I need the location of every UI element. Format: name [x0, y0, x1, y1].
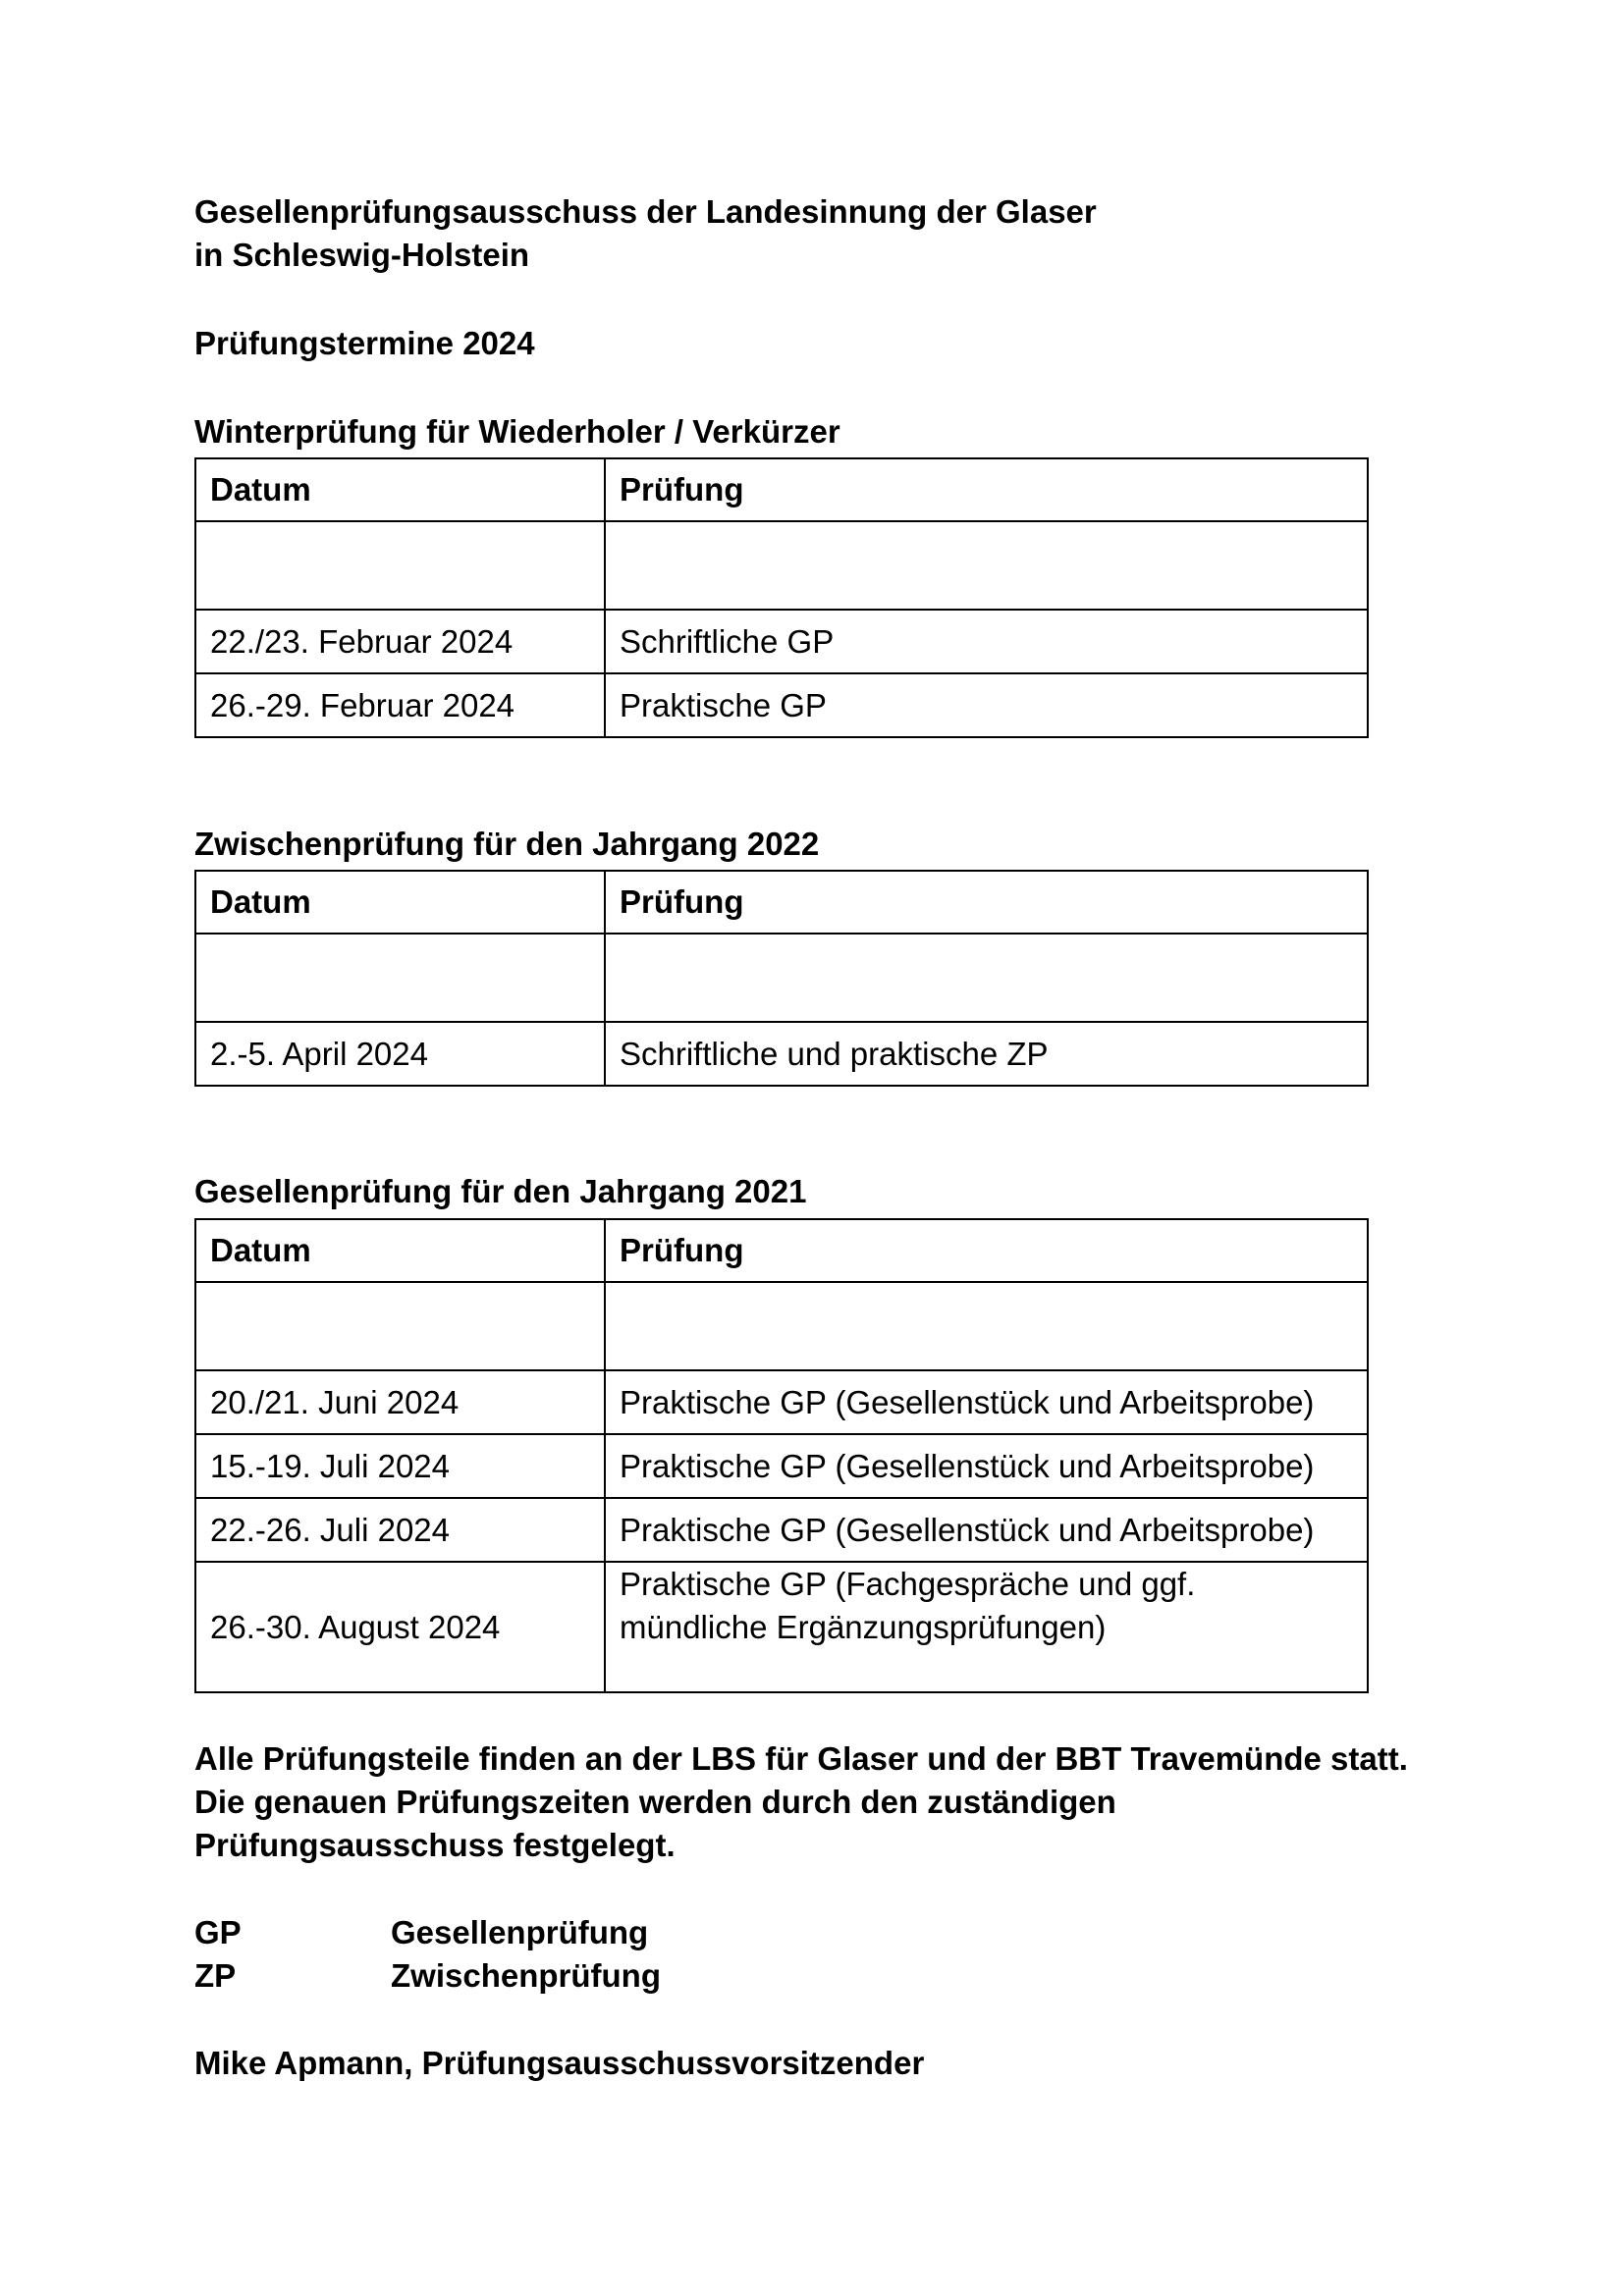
- document-title-line-2: in Schleswig-Holstein: [194, 237, 530, 273]
- document-subtitle: Prüfungstermine 2024: [194, 325, 535, 361]
- exam-cell: Praktische GP (Gesellenstück und Arbeitsprobe): [605, 1498, 1368, 1562]
- table-row: [195, 1498, 1368, 1562]
- table-row: [195, 610, 1368, 673]
- column-header-exam: Prüfung: [605, 458, 1368, 521]
- table-row: [195, 934, 1368, 1022]
- date-cell: 15.-19. Juli 2024: [195, 1434, 605, 1498]
- exam-cell: [605, 521, 1368, 610]
- exam-cell: [605, 1282, 1368, 1370]
- schedule-table-winter: [194, 457, 1369, 738]
- exam-cell-line-1: Praktische GP (Fachgespräche und ggf.: [620, 1566, 1196, 1602]
- exam-cell: [605, 934, 1368, 1022]
- table-row: [195, 1562, 1368, 1692]
- section-title-final: Gesellenprüfung für den Jahrgang 2021: [194, 1173, 807, 1209]
- exam-cell: [605, 1562, 1368, 1692]
- exam-cell-line-2: mündliche Ergänzungsprüfungen): [620, 1609, 1107, 1645]
- abbreviation-key: ZP: [194, 1957, 237, 1994]
- table-header-row: [195, 871, 1368, 934]
- abbreviation-zp: [194, 1954, 661, 1998]
- date-cell: [195, 1282, 605, 1370]
- date-cell: [195, 521, 605, 610]
- note-line-1: Alle Prüfungsteile finden an der LBS für Glaser und der BBT Travemünde statt.: [194, 1740, 1408, 1777]
- exam-cell: Schriftliche und praktische ZP: [605, 1022, 1368, 1086]
- document-title-line-1: Gesellenprüfungsausschuss der Landesinnung der Glaser: [194, 193, 1097, 230]
- exam-cell: Praktische GP (Gesellenstück und Arbeitsprobe): [605, 1370, 1368, 1434]
- column-header-exam: Prüfung: [605, 1219, 1368, 1282]
- column-header-date: Datum: [195, 1219, 605, 1282]
- date-cell: 26.-29. Februar 2024: [195, 673, 605, 737]
- column-header-exam: Prüfung: [605, 871, 1368, 934]
- section-title-interim: Zwischenprüfung für den Jahrgang 2022: [194, 826, 820, 862]
- table-header-row: [195, 1219, 1368, 1282]
- date-cell: 22./23. Februar 2024: [195, 610, 605, 673]
- column-header-date: Datum: [195, 458, 605, 521]
- table-row: [195, 1370, 1368, 1434]
- date-cell: [195, 934, 605, 1022]
- table-row: [195, 1022, 1368, 1086]
- table-row: [195, 1434, 1368, 1498]
- signature-line: Mike Apmann, Prüfungsausschussvorsitzender: [194, 2045, 925, 2081]
- schedule-table-final: [194, 1218, 1369, 1693]
- note-line-3: Prüfungsausschuss festgelegt.: [194, 1827, 676, 1863]
- section-title-winter: Winterprüfung für Wiederholer / Verkürzer: [194, 413, 840, 450]
- exam-cell: Schriftliche GP: [605, 610, 1368, 673]
- exam-cell: Praktische GP: [605, 673, 1368, 737]
- note-line-2: Die genauen Prüfungszeiten werden durch den zuständigen: [194, 1784, 1116, 1820]
- date-cell: 2.-5. April 2024: [195, 1022, 605, 1086]
- exam-cell: Praktische GP (Gesellenstück und Arbeitsprobe): [605, 1434, 1368, 1498]
- abbreviation-gp: [194, 1911, 648, 1954]
- table-row: [195, 1282, 1368, 1370]
- date-cell: 20./21. Juni 2024: [195, 1370, 605, 1434]
- abbreviation-value: Gesellenprüfung: [391, 1914, 649, 1950]
- table-header-row: [195, 458, 1368, 521]
- table-row: [195, 673, 1368, 737]
- column-header-date: Datum: [195, 871, 605, 934]
- table-row: [195, 521, 1368, 610]
- abbreviation-value: Zwischenprüfung: [391, 1957, 661, 1994]
- date-cell: 26.-30. August 2024: [195, 1562, 605, 1692]
- abbreviation-key: GP: [194, 1914, 242, 1950]
- schedule-table-interim: [194, 870, 1369, 1087]
- date-cell: 22.-26. Juli 2024: [195, 1498, 605, 1562]
